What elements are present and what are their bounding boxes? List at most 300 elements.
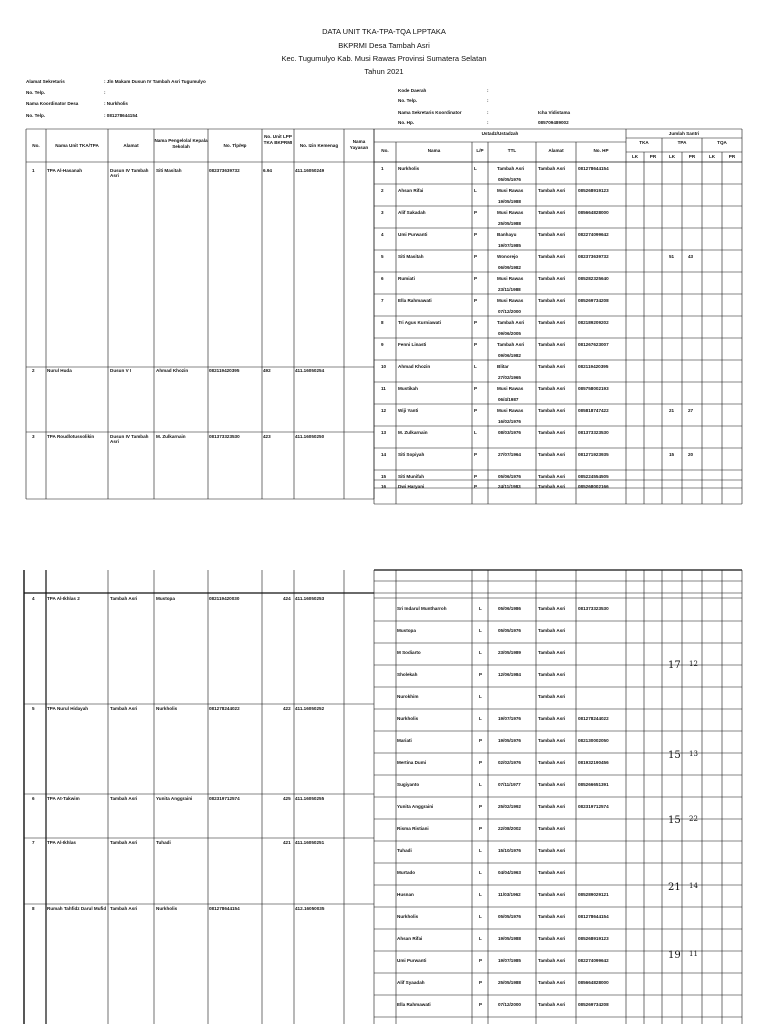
teacher-address: Tambah Asri	[538, 760, 566, 765]
unit-phone: 082119420395	[209, 368, 240, 373]
teacher-name: Alif Syaadah	[397, 980, 425, 985]
teacher-birthdate: 04/04/1963	[498, 870, 521, 875]
teacher-birthplace: Musi Rawas	[497, 188, 524, 193]
teacher-phone: 085269734208	[578, 1002, 609, 1007]
teacher-address: Tambah Asri	[538, 474, 566, 479]
col-header-u-nama: Nama	[427, 148, 441, 153]
teacher-address: Tambah Asri	[538, 188, 566, 193]
unit-manager: M. Zulkarnain	[156, 434, 186, 439]
teacher-name: Siti Sopiyah	[398, 452, 425, 457]
teacher-birthdate: 05/05/1976	[498, 914, 521, 919]
teacher-address: Tambah Asri	[538, 914, 566, 919]
teacher-birthdate: 08/03/1976	[498, 430, 521, 435]
teacher-name: Fenni Linasti	[398, 342, 427, 347]
teacher-name: Sugiyanto	[397, 782, 420, 787]
teacher-phone: 081278644154	[578, 166, 609, 171]
teacher-gender: L	[479, 892, 482, 897]
teacher-no: 2	[381, 188, 384, 193]
unit-address: Tambah Asri	[110, 706, 138, 711]
teacher-birthdate: 05/06/1986	[498, 606, 521, 611]
santri-tpa-pr: 22	[689, 815, 698, 823]
unit-manager: Mustopa	[156, 596, 175, 601]
doc-subtitle-year: Tahun 2021	[364, 67, 404, 76]
teacher-no: 11	[381, 386, 386, 391]
teacher-gender: L	[479, 716, 482, 721]
teacher-address: Tambah Asri	[538, 232, 566, 237]
santri-tpa-pr: 27	[688, 408, 694, 413]
unit-no: 8	[32, 906, 35, 911]
info-left-label: Nama Koordinator Desa	[26, 101, 79, 106]
teacher-address: Tambah Asri	[538, 320, 566, 325]
teacher-birthdate: 05/06/1976	[498, 474, 521, 479]
info-left-value: : Jln Makam Dusun IV Tambah Asri Tugumulyo	[104, 79, 206, 84]
unit-license: 411.16050249	[295, 168, 325, 173]
teacher-phone: 081278244022	[578, 716, 609, 721]
doc-subtitle-region: Kec. Tugumulyo Kab. Musi Rawas Provinsi Sumatera Selatan	[281, 54, 487, 63]
teacher-gender: L	[479, 848, 482, 853]
unit-phone: 081373323530	[209, 434, 240, 439]
col-header-izin: No. Izin Kemenag	[299, 143, 339, 148]
teacher-birthdate: 27/02/1965	[498, 375, 521, 380]
unit-license: 411.16050255	[295, 796, 325, 801]
unit-license: 412.16050035	[295, 906, 325, 911]
teacher-phone: 082130002050	[578, 738, 609, 743]
teacher-phone: 082373639732	[578, 254, 609, 259]
teacher-birthdate: 23/05/1989	[498, 650, 521, 655]
teacher-address: Tambah Asri	[538, 628, 566, 633]
santri-tpa-lk: 19	[668, 950, 681, 961]
teacher-address: Tambah Asri	[538, 276, 566, 281]
unit-name: Rumah Tahfidz Darul Mufid	[47, 906, 107, 911]
teacher-gender: P	[474, 320, 478, 325]
unit-no: 3	[32, 434, 35, 439]
teacher-no: 12	[381, 408, 387, 413]
unit-address: Tambah Asri	[110, 906, 138, 911]
unit-manager: Nurkholis	[156, 906, 178, 911]
info-right-label: Nama Sekretaris Koordinator	[398, 110, 462, 115]
col-header-alamat: Alamat	[123, 143, 139, 148]
teacher-no: 15	[381, 474, 387, 479]
teacher-address: Tambah Asri	[538, 650, 566, 655]
teacher-birthplace: Musi Rawas	[497, 408, 524, 413]
teacher-address: Tambah Asri	[538, 782, 566, 787]
info-left-value: :	[104, 90, 106, 95]
teacher-name: Alif Sakadah	[398, 210, 426, 215]
info-left-label: No. Telp.	[26, 113, 46, 118]
teacher-gender: P	[474, 342, 478, 347]
teacher-birthdate: 19/07/1985	[498, 243, 521, 248]
teacher-gender: L	[479, 936, 482, 941]
info-right-label: No. Hp.	[398, 120, 415, 125]
unit-phone: 082119420030	[209, 596, 240, 601]
unit-manager: Yunita Anggraini	[156, 796, 193, 801]
teacher-name: Rumiati	[398, 276, 415, 281]
unit-license: 411.16050253	[295, 596, 325, 601]
teacher-birthdate: 19/05/1988	[498, 936, 521, 941]
teacher-no: 3	[381, 210, 384, 215]
info-left-value: : Nurkholis	[104, 101, 128, 106]
teacher-name: Umi Purwanti	[397, 958, 427, 963]
teacher-birthdate: 07/11/1977	[498, 782, 521, 787]
santri-tpa-pr: 14	[689, 882, 698, 890]
teacher-address: Tambah Asri	[538, 738, 566, 743]
unit-no: 1	[32, 168, 35, 173]
unit-name: Nurul Huda	[47, 368, 72, 373]
info-right-extra: 085709489002	[538, 120, 569, 125]
unit-phone: 081278244022	[209, 706, 240, 711]
teacher-address: Tambah Asri	[538, 958, 566, 963]
teacher-no: 8	[381, 320, 384, 325]
teacher-gender: L	[474, 166, 477, 171]
teacher-birthdate: 07/12/2000	[498, 1002, 521, 1007]
teacher-birthplace: Musi Rawas	[497, 210, 524, 215]
teacher-birthplace: Tambah Asri	[497, 342, 525, 347]
unit-name: TPA At-Takwim	[47, 796, 80, 801]
col-header-u-ttl: TTL	[507, 148, 517, 153]
teacher-gender: P	[474, 298, 478, 303]
col-header-tqa: TQA	[717, 140, 727, 145]
teacher-name: Nurkholis	[397, 914, 419, 919]
teacher-gender: L	[479, 870, 482, 875]
teacher-name: Nurkholis	[398, 166, 420, 171]
teacher-gender: P	[479, 1002, 483, 1007]
teacher-no: 13	[381, 430, 387, 435]
teacher-phone: 085269734208	[578, 298, 609, 303]
teacher-phone: 082274099642	[578, 958, 609, 963]
col-header-tpa-pr: PR	[688, 154, 696, 159]
info-right-value: :	[487, 120, 489, 125]
teacher-birthdate: 16/02/1976	[498, 419, 521, 424]
teacher-phone: 085268919123	[578, 188, 609, 193]
col-header-no: No.	[32, 143, 40, 148]
info-right-label: No. Telp.	[398, 98, 418, 103]
teacher-address: Tambah Asri	[538, 430, 566, 435]
col-header-no-unit: No. Unit LPP TKA BKPRMI	[263, 134, 293, 145]
teacher-birthdate: 19/05/1976	[498, 738, 521, 743]
teacher-name: Mertina Dumi	[397, 760, 427, 765]
unit-license: 411.16050250	[295, 434, 325, 439]
teacher-address: Tambah Asri	[538, 342, 566, 347]
teacher-address: Tambah Asri	[538, 386, 566, 391]
unit-license: 411.16050252	[295, 706, 325, 711]
teacher-no: 14	[381, 452, 387, 457]
teacher-phone: 085268002166	[578, 484, 609, 489]
teacher-phone: 081271923935	[578, 452, 609, 457]
teacher-address: Tambah Asri	[538, 936, 566, 941]
col-header-tka-pr: PR	[649, 154, 657, 159]
unit-address: Dusun V I	[110, 368, 132, 373]
info-left-label: No. Telp.	[26, 90, 46, 95]
unit-phone: 082373639732	[209, 168, 240, 173]
teacher-name: Nurkholis	[397, 716, 419, 721]
unit-name: TPA Al-Ikhlas	[47, 840, 76, 845]
teacher-gender: P	[479, 738, 483, 743]
col-header-pengelola: Nama Pengelola/ Kepala Sekolah	[154, 138, 208, 149]
unit-manager: Tuhadi	[156, 840, 171, 845]
col-header-tpa-lk: LK	[668, 154, 676, 159]
unit-number: 423	[263, 434, 271, 439]
teacher-phone: 081932190456	[578, 760, 609, 765]
teacher-name: Murtado	[397, 870, 416, 875]
teacher-birthdate: 25/05/1988	[498, 980, 521, 985]
teacher-address: Tambah Asri	[538, 694, 566, 699]
teacher-gender: P	[479, 760, 483, 765]
teacher-gender: P	[479, 672, 483, 677]
teacher-name: Yunita Anggraini	[397, 804, 434, 809]
unit-name: TPA Nurul Hidayah	[47, 706, 89, 711]
teacher-address: Tambah Asri	[538, 606, 566, 611]
teacher-gender: L	[479, 606, 482, 611]
unit-name: TPA Al-Ikhlas 2	[47, 596, 80, 601]
teacher-phone: 081267623007	[578, 342, 609, 347]
teacher-birthplace: Wonorejo	[497, 254, 519, 259]
santri-tpa-lk: 21	[669, 408, 675, 413]
teacher-gender: P	[474, 408, 478, 413]
teacher-gender: P	[474, 386, 478, 391]
teacher-birthdate: 15/10/1976	[498, 848, 521, 853]
unit-phone: 081278644154	[209, 906, 240, 911]
unit-license: 411.16050251	[295, 840, 325, 845]
teacher-name: Sri Indarul Muntharroh	[397, 606, 447, 611]
teacher-name: Ahsan Rifai	[397, 936, 423, 941]
teacher-address: Tambah Asri	[538, 254, 566, 259]
teacher-birthdate: 06/09/1982	[498, 265, 521, 270]
teacher-gender: P	[474, 452, 478, 457]
santri-tpa-lk: 15	[669, 452, 675, 457]
teacher-name: Mustikah	[398, 386, 418, 391]
santri-tpa-pr: 12	[689, 660, 698, 668]
teacher-phone: 085289029121	[578, 892, 609, 897]
unit-address: Dusun IV Tambah Asri	[110, 434, 149, 445]
teacher-name: M. Zulkarnain	[398, 430, 428, 435]
unit-number: 422	[283, 706, 291, 711]
teacher-gender: P	[474, 254, 478, 259]
unit-no: 2	[32, 368, 35, 373]
unit-number: 492	[263, 368, 271, 373]
teacher-phone: 085664828000	[578, 210, 609, 215]
teacher-gender: L	[479, 650, 482, 655]
teacher-name: Ahmad Khozin	[398, 364, 431, 369]
teacher-birthplace: Banhayu	[497, 232, 517, 237]
unit-name: TPA Roudlotussolikin	[47, 434, 95, 439]
teacher-phone: 082119420395	[578, 364, 609, 369]
teacher-phone: 085266651391	[578, 782, 609, 787]
teacher-address: Tambah Asri	[538, 804, 566, 809]
teacher-birthdate: 27/07/1964	[498, 452, 521, 457]
col-header-u-hp: No. HP	[593, 148, 609, 153]
unit-no: 6	[32, 796, 35, 801]
teacher-birthdate: 22/08/2002	[498, 826, 521, 831]
teacher-birthdate: 06/4/1987	[498, 397, 519, 402]
unit-no: 7	[32, 840, 35, 845]
teacher-gender: L	[474, 430, 477, 435]
col-header-u-alamat: Alamat	[548, 148, 564, 153]
teacher-no: 1	[381, 166, 384, 171]
teacher-gender: L	[479, 694, 482, 699]
col-header-ustadz: Ustadz/Ustadzah	[481, 131, 519, 136]
col-header-nama-unit: Nama Unit TKA/TPA	[55, 143, 99, 148]
teacher-birthdate: 25/05/1988	[498, 221, 521, 226]
teacher-gender: L	[479, 628, 482, 633]
info-right-extra: Icha Vidistama	[538, 110, 571, 115]
teacher-phone: 081278644154	[578, 914, 609, 919]
unit-number: 421	[283, 840, 291, 845]
teacher-birthdate: 19/07/1985	[498, 958, 521, 963]
teacher-name: Siti Masitah	[398, 254, 424, 259]
teacher-gender: L	[479, 782, 482, 787]
teacher-name: Mariati	[397, 738, 412, 743]
santri-tpa-pr: 43	[688, 254, 694, 259]
teacher-phone: 085282325640	[578, 276, 609, 281]
teacher-name: Siti Munifah	[398, 474, 425, 479]
teacher-phone: 082319712574	[578, 804, 609, 809]
teacher-gender: L	[479, 914, 482, 919]
teacher-address: Tambah Asri	[538, 298, 566, 303]
teacher-name: Ella Rahmawati	[397, 1002, 431, 1007]
teacher-address: Tambah Asri	[538, 364, 566, 369]
teacher-name: Tuhadi	[397, 848, 412, 853]
teacher-gender: P	[474, 276, 478, 281]
teacher-name: M Sodiarto	[397, 650, 421, 655]
info-left-label: Alamat Sekretaris	[26, 79, 65, 84]
teacher-birthplace: Musi Rawas	[497, 298, 524, 303]
col-header-santri: Jumlah Santri	[668, 131, 700, 136]
teacher-phone: 081373323530	[578, 430, 609, 435]
unit-address: Dusun IV Tambah Asri	[110, 168, 149, 179]
teacher-birthplace: Tambah Asri	[497, 320, 525, 325]
col-header-u-no: No.	[381, 148, 389, 153]
col-header-tqa-pr: PR	[728, 154, 736, 159]
teacher-name: Tri Agus Kurniawati	[398, 320, 441, 325]
unit-manager: Siti Masitah	[156, 168, 182, 173]
teacher-birthdate: 19/07/1976	[498, 716, 521, 721]
teacher-birthplace: Blitar	[497, 364, 509, 369]
teacher-name: Ella Rahmawati	[398, 298, 432, 303]
teacher-birthdate: 09/06/2005	[498, 331, 521, 336]
teacher-gender: P	[474, 474, 478, 479]
info-right-label: Kode Daerah	[398, 88, 427, 93]
santri-tpa-lk: 17	[668, 660, 681, 671]
teacher-address: Tambah Asri	[538, 484, 566, 489]
teacher-address: Tambah Asri	[538, 408, 566, 413]
unit-no: 4	[32, 596, 35, 601]
teacher-phone: 085224554505	[578, 474, 609, 479]
teacher-address: Tambah Asri	[538, 716, 566, 721]
info-right-value: :	[487, 98, 489, 103]
doc-title: DATA UNIT TKA-TPA-TQA LPPTAKA	[322, 27, 446, 36]
teacher-birthdate: 11/03/1962	[498, 892, 521, 897]
teacher-birthdate: 23/11/1988	[498, 287, 521, 292]
teacher-gender: P	[479, 958, 483, 963]
teacher-address: Tambah Asri	[538, 870, 566, 875]
teacher-address: Tambah Asri	[538, 848, 566, 853]
teacher-name: Risma Ristiani	[397, 826, 429, 831]
teacher-address: Tambah Asri	[538, 1002, 566, 1007]
teacher-birthdate: 12/06/1984	[498, 672, 521, 677]
teacher-name: Dwi Haryani	[398, 484, 425, 489]
col-header-tka-lk: LK	[631, 154, 639, 159]
teacher-phone: 085268919123	[578, 936, 609, 941]
teacher-no: 10	[381, 364, 387, 369]
unit-number: 425	[283, 796, 291, 801]
teacher-gender: P	[479, 980, 483, 985]
teacher-birthplace: Tambah Asri	[497, 166, 525, 171]
teacher-gender: P	[474, 210, 478, 215]
teacher-birthdate: 02/02/1976	[498, 760, 521, 765]
teacher-no: 6	[381, 276, 384, 281]
teacher-gender: P	[474, 484, 478, 489]
teacher-gender: L	[474, 364, 477, 369]
unit-number: 6.94	[263, 168, 272, 173]
teacher-address: Tambah Asri	[538, 892, 566, 897]
teacher-address: Tambah Asri	[538, 452, 566, 457]
teacher-no: 4	[381, 232, 384, 237]
col-header-tka: TKA	[639, 140, 649, 145]
teacher-address: Tambah Asri	[538, 672, 566, 677]
teacher-gender: L	[474, 188, 477, 193]
unit-address: Tambah Asri	[110, 596, 138, 601]
col-header-tpa: TPA	[677, 140, 687, 145]
teacher-name: Husnan	[397, 892, 414, 897]
santri-tpa-lk: 15	[668, 750, 681, 761]
col-header-tqa-lk: LK	[708, 154, 716, 159]
teacher-phone: 082189209202	[578, 320, 609, 325]
santri-tpa-lk: 51	[669, 254, 675, 259]
unit-manager: Ahmad Khozin	[156, 368, 189, 373]
santri-tpa-pr: 20	[688, 452, 694, 457]
teacher-phone: 085818747422	[578, 408, 609, 413]
teacher-address: Tambah Asri	[538, 826, 566, 831]
santri-tpa-lk: 21	[668, 882, 681, 893]
teacher-gender: P	[474, 232, 478, 237]
teacher-birthplace: Musi Rawas	[497, 276, 524, 281]
unit-phone: 082319712574	[209, 796, 240, 801]
teacher-address: Tambah Asri	[538, 980, 566, 985]
unit-address: Tambah Asri	[110, 796, 138, 801]
info-left-value: : 081278644154	[104, 113, 138, 118]
teacher-no: 9	[381, 342, 384, 347]
teacher-birthplace: Musi Rawas	[497, 386, 524, 391]
teacher-address: Tambah Asri	[538, 210, 566, 215]
santri-tpa-pr: 11	[689, 950, 698, 958]
teacher-birthdate: 07/12/2000	[498, 309, 521, 314]
col-header-u-lp: L/P	[476, 148, 484, 153]
teacher-name: Ahsan Rifai	[398, 188, 424, 193]
unit-address: Tambah Asri	[110, 840, 138, 845]
santri-tpa-pr: 13	[689, 750, 698, 758]
doc-subtitle-org: BKPRMI Desa Tambah Asri	[338, 41, 430, 50]
teacher-gender: P	[479, 826, 483, 831]
teacher-no: 7	[381, 298, 384, 303]
teacher-gender: P	[479, 804, 483, 809]
teacher-phone: 085758002193	[578, 386, 609, 391]
teacher-phone: 081373323530	[578, 606, 609, 611]
teacher-birthdate: 05/05/1976	[498, 628, 521, 633]
teacher-name: Sholekah	[397, 672, 418, 677]
teacher-phone: 082274099642	[578, 232, 609, 237]
info-right-value: :	[487, 110, 489, 115]
teacher-birthdate: 19/05/1988	[498, 199, 521, 204]
unit-manager: Nurkholis	[156, 706, 178, 711]
unit-no: 5	[32, 706, 35, 711]
teacher-name: Umi Purwanti	[398, 232, 428, 237]
unit-license: 411.16050254	[295, 368, 325, 373]
col-header-yayasan: Nama Yayasan	[349, 139, 369, 150]
teacher-name: Wiji Yanti	[398, 408, 419, 413]
teacher-birthdate: 24/11/1983	[498, 484, 521, 489]
teacher-no: 5	[381, 254, 384, 259]
teacher-no: 16	[381, 484, 387, 489]
